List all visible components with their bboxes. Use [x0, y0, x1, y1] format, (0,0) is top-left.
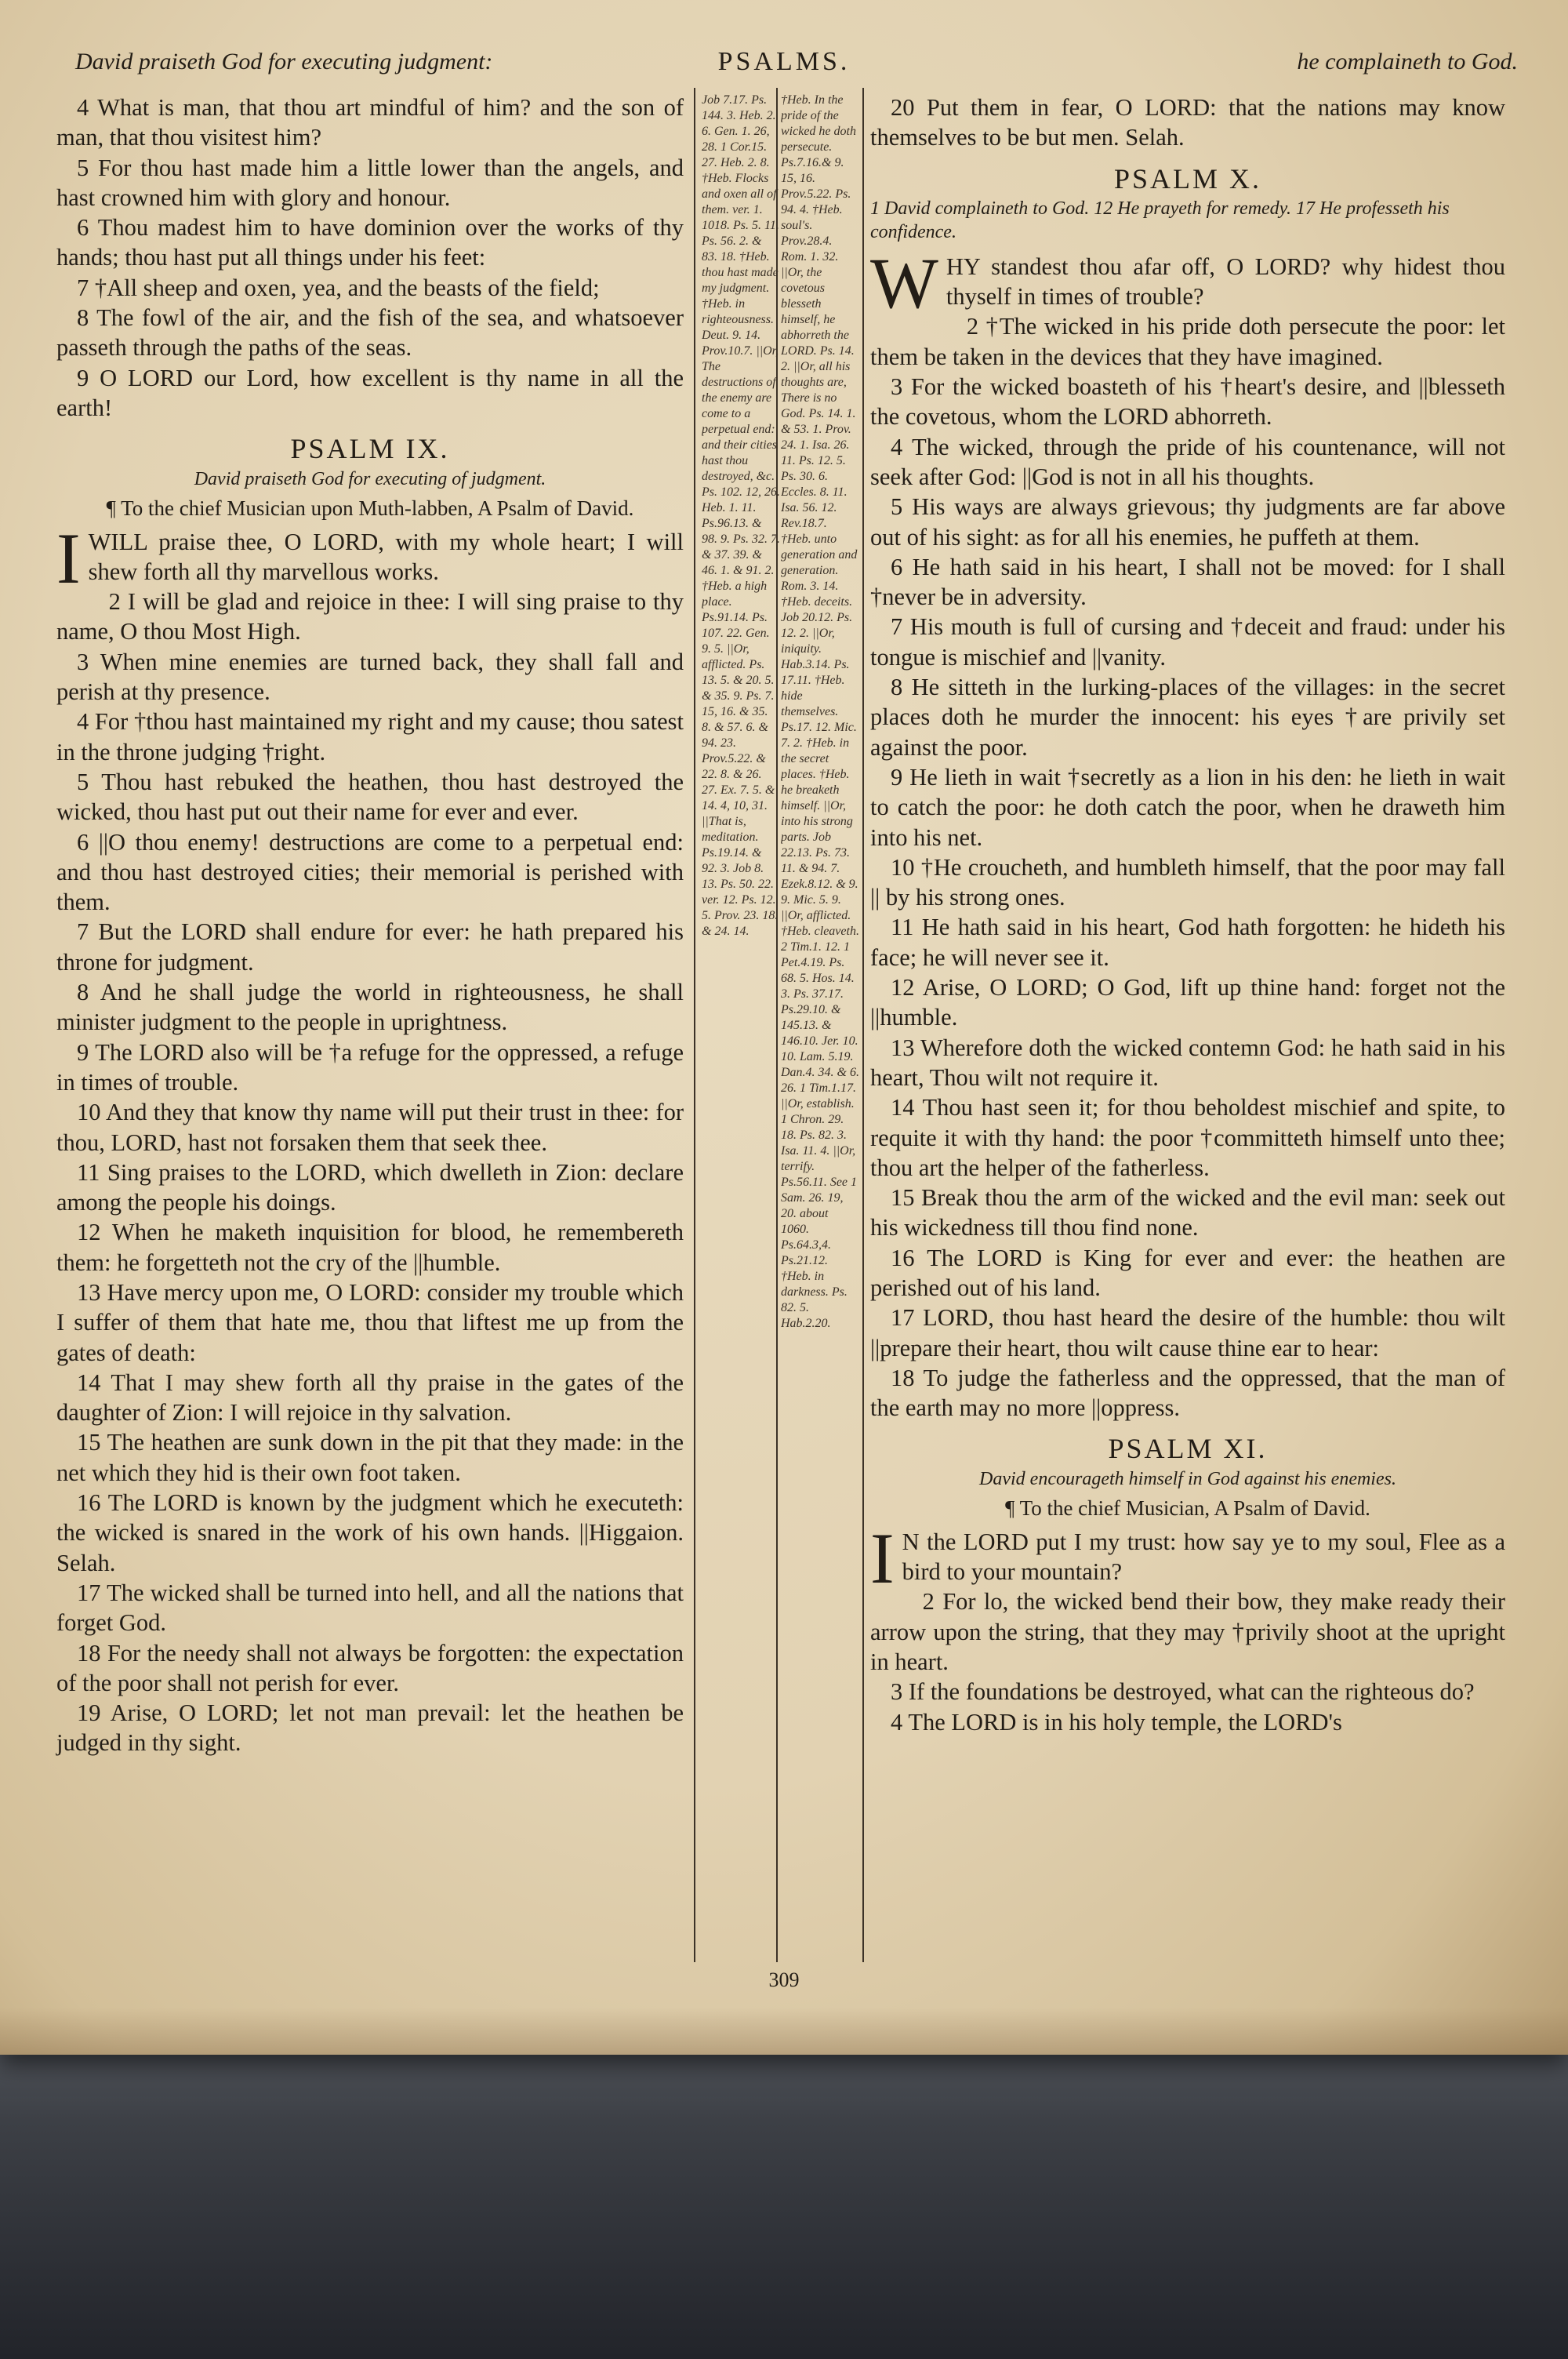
running-head-book: PSALMS.: [717, 47, 851, 76]
verse: 12 Arise, O LORD; O God, lift up thine hand: forget not the ||humble.: [870, 974, 1505, 1031]
verse: 3 For the wicked boasteth of his †heart's desire, and ||blesseth the covetous, whom the LORD abhorreth.: [870, 373, 1505, 431]
psalm11-superscription: ¶ To the chief Musician, A Psalm of David.: [1005, 1496, 1370, 1520]
psalm9-title: PSALM IX.: [290, 433, 450, 465]
verse: 3 If the foundations be destroyed, what can the righteous do?: [891, 1678, 1475, 1706]
psalm8-verses: [56, 93, 684, 423]
verse: 3 When mine enemies are turned back, they shall fall and perish at thy presence.: [56, 648, 684, 706]
psalm11-title: PSALM XI.: [1108, 1433, 1268, 1465]
psalm10-title: PSALM X.: [1113, 162, 1262, 194]
crossrefs-left: Job 7.17. Ps. 144. 3. Heb. 2. 6. Gen. 1. 26, 28. 1 Cor.15. 27. Heb. 2. 8. †Heb. Flocks and oxen all of them. ver. 1. 1018. Ps. 5. 11. Ps. 56. 2. & 83. 18. †Heb. thou hast made my judgment. †Heb. in righteousness. Deut. 9. 14. Prov.10.7. ||Or, The destructions of the enemy are come to a perpetual end: and their cities hast thou destroyed, &c. Ps. 102. 12, 26. Heb. 1. 11. Ps.96.13. & 98. 9. Ps. 32. 7. & 37. 39. & 46. 1. & 91. 2. †Heb. a high place. Ps.91.14. Ps. 107. 22. Gen. 9. 5. ||Or, afflicted. Ps. 13. 5. & 20. 5. & 35. 9. Ps. 7. 15, 16. & 35. 8. & 57. 6. & 94. 23. Prov.5.22. & 22. 8. & 26. 27. Ex. 7. 5. & 14. 4, 10, 31. ||That is, meditation. Ps.19.14. & 92. 3. Job 8. 13. Ps. 50. 22. ver. 12. Ps. 12. 5. Prov. 23. 18. & 24. 14.: [702, 93, 780, 938]
verse: 13 Wherefore doth the wicked contemn God: he hath said in his heart, Thou wilt not require it.: [870, 1034, 1505, 1091]
verse: 2 For lo, the wicked bend their bow, they make ready their arrow upon the string, that they may †privily shoot at the upright in heart.: [870, 1588, 1505, 1675]
column-divider-left: [694, 88, 695, 1962]
verse: 4 What is man, that thou art mindful of him? and the son of man, that thou visitest him?: [56, 94, 684, 151]
verse: 14 That I may shew forth all thy praise in the gates of the daughter of Zion: I will rejoice in thy salvation.: [56, 1369, 684, 1427]
psalm10-verses: [870, 311, 1505, 1423]
verse: 7 His mouth is full of cursing and †deceit and fraud: under his tongue is mischief and ||vanity.: [870, 613, 1505, 671]
psalm11-summary: David encourageth himself in God against his enemies.: [979, 1468, 1396, 1489]
psalm10-dropcap: W: [870, 242, 938, 323]
verse: 7 †All sheep and oxen, yea, and the beasts of the field;: [77, 274, 600, 301]
verse: 9 The LORD also will be †a refuge for the oppressed, a refuge in times of trouble.: [56, 1038, 684, 1096]
verse: 2 I will be glad and rejoice in thee: I will sing praise to thy name, O thou Most High.: [56, 588, 684, 645]
verse: 8 And he shall judge the world in righteousness, he shall minister judgment to the people in uprightness.: [56, 979, 684, 1036]
psalm10-verse-1-text: HY standest thou afar off, O LORD? why hidest thou thyself in times of trouble?: [946, 253, 1505, 311]
left-text-column: [56, 93, 684, 1758]
verse: 11 He hath said in his heart, God hath forgotten: he hideth his face; he will never see it.: [870, 914, 1505, 971]
verse: 16 The LORD is known by the judgment which he executeth: the wicked is snared in the work of his own hands. ||Higgaion. Selah.: [56, 1489, 684, 1576]
psalm11-verse-1-text: N the LORD put I my trust: how say ye to my soul, Flee as a bird to your mountain?: [902, 1528, 1505, 1586]
verse: 17 The wicked shall be turned into hell, and all the nations that forget God.: [56, 1579, 684, 1637]
verse: 9 O LORD our Lord, how excellent is thy name in all the earth!: [56, 364, 684, 421]
verse: 5 Thou hast rebuked the heathen, thou hast destroyed the wicked, thou hast put out their name for ever and ever.: [56, 768, 684, 826]
verse: 18 To judge the fatherless and the oppressed, that the man of the earth may no more ||oppress.: [870, 1364, 1505, 1422]
verse: 12 When he maketh inquisition for blood, he remembereth them: he forgetteth not the cry of the ||humble.: [56, 1219, 684, 1276]
verse: 14 Thou hast seen it; for thou beholdest mischief and spite, to requite it with thy hand: the poor †committeth himself unto thee; thou art the helper of the fatherless.: [870, 1094, 1505, 1181]
psalm11-verse-1: [870, 1518, 1505, 1598]
psalm9-verse-1-text: WILL praise thee, O LORD, with my whole heart; I will shew forth all thy marvellous works.: [88, 528, 684, 585]
verse: 15 Break thou the arm of the wicked and the evil man: seek out his wickedness till thou find none.: [870, 1184, 1505, 1241]
psalm11-verses: [870, 1587, 1505, 1736]
verse: 10 And they that know thy name will put their trust in thee: for thou, LORD, hast not forsaken them that seek thee.: [56, 1099, 684, 1156]
column-divider-right: [862, 88, 864, 1962]
verse: 5 For thou hast made him a little lower than the angels, and hast crowned him with glory and honour.: [56, 154, 684, 211]
verse: 17 LORD, thou hast heard the desire of the humble: thou wilt ||prepare their heart, thou wilt cause thine ear to hear:: [870, 1304, 1505, 1361]
verse: 6 ||O thou enemy! destructions are come to a perpetual end: and thou hast destroyed cities; their memorial is perished with them.: [56, 828, 684, 916]
verse: 4 For †thou hast maintained my right and my cause; thou satest in the throne judging †right.: [56, 708, 684, 765]
verse: 5 His ways are always grievous; thy judgments are far above out of his sight: as for all his enemies, he puffeth at them.: [870, 493, 1505, 551]
verse: 18 For the needy shall not always be forgotten: the expectation of the poor shall not perish for ever.: [56, 1639, 684, 1696]
psalm10-verse-1: [870, 242, 1505, 323]
running-head-right: he complaineth to God.: [1297, 49, 1518, 75]
verse: 6 He hath said in his heart, I shall not be moved: for I shall †never be in adversity.: [870, 553, 1505, 611]
verse: 8 He sitteth in the lurking-places of the villages: in the secret places doth he murder the innocent: his eyes †are privily set against the poor.: [870, 674, 1505, 761]
psalm9-verse-20: 20 Put them in fear, O LORD: that the nations may know themselves to be but men. Selah.: [870, 94, 1505, 151]
verse: 4 The wicked, through the pride of his countenance, will not seek after God: ||God is not in all his thoughts.: [870, 433, 1505, 490]
psalm9-summary: David praiseth God for executing of judgment.: [194, 468, 546, 489]
right-text-column: [870, 93, 1505, 1737]
psalm9-verse-1: [56, 518, 684, 598]
verse: 16 The LORD is King for ever and ever: the heathen are perished out of his land.: [870, 1244, 1505, 1301]
verse: 2 †The wicked in his pride doth persecute the poor: let them be taken in the devices that they have imagined.: [870, 313, 1505, 370]
crossrefs-right: †Heb. In the pride of the wicked he doth persecute. Ps.7.16.& 9. 15, 16. Prov.5.22. Ps. 94. 4. †Heb. soul's. Prov.28.4. Rom. 1. 32. ||Or, the covetous blesseth himself, he abhorreth the LORD. Ps. 14. 2. ||Or, all his thoughts are, There is no God. Ps. 14. 1. & 53. 1. Prov. 24. 1. Isa. 26. 11. Ps. 12. 5. Ps. 30. 6. Eccles. 8. 11. Isa. 56. 12. Rev.18.7. †Heb. unto generation and generation. Rom. 3. 14. †Heb. deceits. Job 20.12. Ps. 12. 2. ||Or, iniquity. Hab.3.14. Ps. 17.11. †Heb. hide themselves. Ps.17. 12. Mic. 7. 2. †Heb. in the secret places. †Heb. he breaketh himself. ||Or, into his strong parts. Job 22.13. Ps. 73. 11. & 94. 7. Ezek.8.12. & 9. 9. Mic. 5. 9. ||Or, afflicted. †Heb. cleaveth. 2 Tim.1. 12. 1 Pet.4.19. Ps. 68. 5. Hos. 14. 3. Ps. 37.17. Ps.29.10. & 145.13. & 146.10. Jer. 10. 10. Lam. 5.19. Dan.4. 34. & 6. 26. 1 Tim.1.17. ||Or, establish. 1 Chron. 29. 18. Ps. 82. 3. Isa. 11. 4. ||Or, terrify. Ps.56.11. See 1 Sam. 26. 19, 20. about 1060. Ps.64.3,4. Ps.21.12. †Heb. in darkness. Ps. 82. 5. Hab.2.20.: [781, 93, 859, 1330]
running-head-left: David praiseth God for executing judgment:: [75, 49, 493, 75]
verse: 4 The LORD is in his holy temple, the LORD's: [891, 1708, 1342, 1736]
verse: 6 Thou madest him to have dominion over the works of thy hands; thou hast put all things under his feet:: [56, 214, 684, 271]
psalm9-verses: [56, 587, 684, 1758]
verse: 10 †He croucheth, and humbleth himself, that the poor may fall || by his strong ones.: [870, 853, 1505, 911]
verse: 13 Have mercy upon me, O LORD: consider my trouble which I suffer of them that hate me, thou that liftest me up from the gates of death:: [56, 1278, 684, 1366]
verse: 19 Arise, O LORD; let not man prevail: let the heathen be judged in thy sight.: [56, 1699, 684, 1757]
verse: 15 The heathen are sunk down in the pit that they made: in the net which they hid is their own foot taken.: [56, 1429, 684, 1486]
psalm9-superscription: ¶ To the chief Musician upon Muth-labben, A Psalm of David.: [106, 496, 634, 520]
verse: 7 But the LORD shall endure for ever: he hath prepared his throne for judgment.: [56, 918, 684, 976]
psalm9-dropcap: I: [56, 518, 81, 598]
verse: 9 He lieth in wait †secretly as a lion in his den: he lieth in wait to catch the poor: he doth catch the poor, when he draweth him into his net.: [870, 763, 1505, 851]
verse: 8 The fowl of the air, and the fish of the sea, and whatsoever passeth through the paths of the seas.: [56, 304, 684, 362]
verse: 11 Sing praises to the LORD, which dwelleth in Zion: declare among the people his doings.: [56, 1158, 684, 1216]
psalm11-dropcap: I: [870, 1518, 895, 1598]
page-number: 309: [768, 1968, 800, 1991]
psalm10-summary: 1 David complaineth to God. 12 He prayeth for remedy. 17 He professeth his confidence.: [870, 198, 1450, 242]
